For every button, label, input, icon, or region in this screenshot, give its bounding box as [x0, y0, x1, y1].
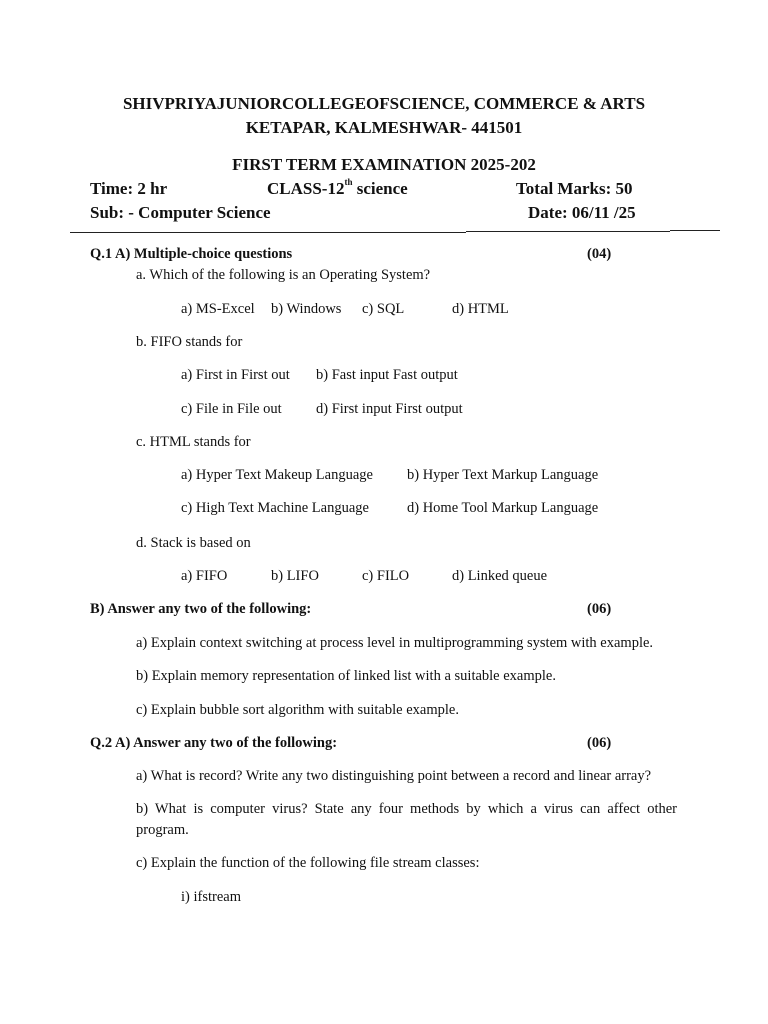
mcq-option: d) HTML — [452, 301, 509, 317]
mcq-option: a) Hyper Text Makeup Language — [181, 467, 373, 483]
q1b-marks: (06) — [587, 601, 612, 617]
question-item: c) Explain bubble sort algorithm with suitable example. — [136, 702, 459, 718]
q1b-heading: B) Answer any two of the following: — [90, 601, 312, 617]
college-name: SHIVPRIYAJUNIORCOLLEGEOFSCIENCE, COMMERCE & ARTS — [122, 94, 646, 113]
mcq-question: a. Which of the following is an Operating System? — [136, 267, 431, 283]
q1-marks: (04) — [587, 246, 612, 262]
mcq-option: d) Linked queue — [452, 568, 548, 584]
question-item: a) Explain context switching at process level in multiprogramming system with example. — [136, 635, 654, 651]
question-item: b) What is computer virus? State any four methods by which a virus can affect other — [136, 801, 677, 817]
class-prefix: CLASS-12 — [267, 179, 345, 198]
question-item: c) Explain the function of the following file stream classes: — [136, 855, 480, 871]
exam-date: Date: 06/11 /25 — [528, 203, 636, 222]
mcq-option: d) First input First output — [316, 401, 463, 417]
mcq-option: a) FIFO — [181, 568, 228, 584]
mcq-question: b. FIFO stands for — [136, 334, 243, 350]
mcq-option: b) Windows — [271, 301, 342, 317]
time-label: Time: 2 hr — [90, 179, 168, 198]
question-item: a) What is record? Write any two distinguishing point between a record and linear array? — [136, 768, 652, 784]
q2-heading: Q.2 A) Answer any two of the following: — [90, 735, 338, 751]
total-marks: Total Marks: 50 — [516, 179, 633, 198]
question-item-continuation: program. — [136, 822, 189, 838]
header-divider-right — [670, 230, 720, 231]
header-divider-middle — [466, 231, 670, 232]
class-label — [267, 179, 408, 199]
question-item: b) Explain memory representation of linked list with a suitable example. — [136, 668, 556, 684]
header-divider-left — [70, 232, 466, 233]
mcq-option: a) First in First out — [181, 367, 290, 383]
mcq-question: d. Stack is based on — [136, 535, 251, 551]
mcq-option: a) MS-Excel — [181, 301, 255, 317]
q2-marks: (06) — [587, 735, 612, 751]
mcq-option: c) SQL — [362, 301, 405, 317]
class-suffix: science — [352, 179, 408, 198]
mcq-option: b) Hyper Text Markup Language — [407, 467, 599, 483]
class-superscript: th — [344, 177, 353, 188]
mcq-option: b) Fast input Fast output — [316, 367, 458, 383]
mcq-option: c) FILO — [362, 568, 410, 584]
mcq-option: b) LIFO — [271, 568, 319, 584]
subject-label: Sub: - Computer Science — [90, 203, 271, 222]
q1-heading: Q.1 A) Multiple-choice questions — [90, 246, 293, 262]
sub-question-item: i) ifstream — [181, 889, 241, 905]
mcq-option: d) Home Tool Markup Language — [407, 500, 599, 516]
mcq-question: c. HTML stands for — [136, 434, 251, 450]
mcq-option: c) High Text Machine Language — [181, 500, 369, 516]
college-address: KETAPAR, KALMESHWAR- 441501 — [245, 118, 523, 137]
exam-title: FIRST TERM EXAMINATION 2025-202 — [232, 155, 536, 174]
mcq-option: c) File in File out — [181, 401, 282, 417]
